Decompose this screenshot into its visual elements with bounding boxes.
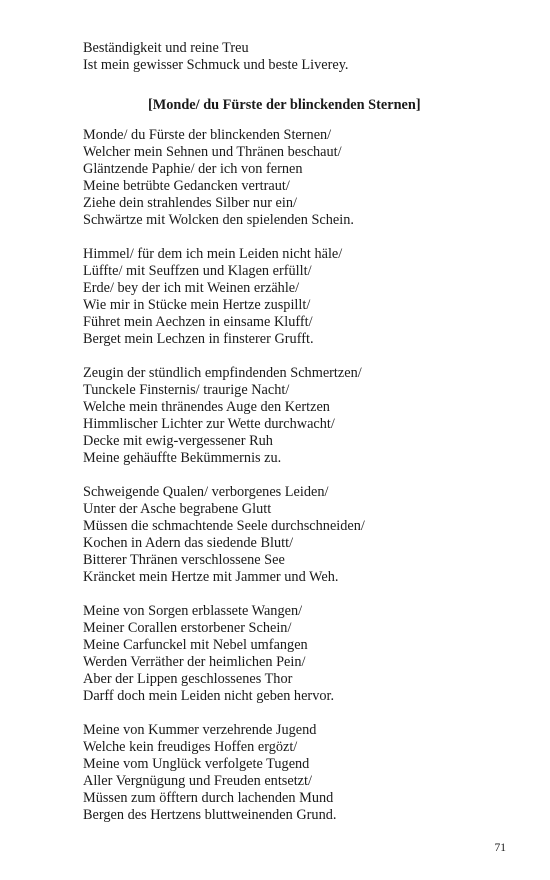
stanza-4 — [83, 484, 365, 586]
verse-line: Müssen die schmachtende Seele durchschneiden/ — [83, 518, 365, 534]
verse-line: Müssen zum öfftern durch lachenden Mund — [83, 790, 334, 806]
verse-line: Werden Verräther der heimlichen Pein/ — [83, 654, 306, 670]
stanza-3 — [83, 365, 365, 467]
stanza-6 — [83, 722, 365, 824]
opening-line-2: Ist mein gewisser Schmuck und beste Liverey. — [83, 57, 349, 73]
verse-line: Bergen des Hertzens bluttweinenden Grund. — [83, 807, 337, 823]
verse-line: Berget mein Lechzen in finsterer Grufft. — [83, 331, 314, 347]
verse-line: Schweigende Qualen/ verborgenes Leiden/ — [83, 484, 329, 500]
verse-line: Meine von Sorgen erblassete Wangen/ — [83, 603, 303, 619]
verse-line: Aber der Lippen geschlossenes Thor — [83, 671, 293, 687]
verse-line: Meine betrübte Gedancken vertraut/ — [83, 178, 290, 194]
verse-line: Meine vom Unglück verfolgete Tugend — [83, 756, 310, 772]
verse-line: Ziehe dein strahlendes Silber nur ein/ — [83, 195, 297, 211]
verse-line: Bitterer Thränen verschlossene See — [83, 552, 285, 568]
poem-title: [Monde/ du Fürste der blinckenden Sternen] — [148, 97, 421, 113]
verse-line: Welche kein freudiges Hoffen ergözt/ — [83, 739, 298, 755]
opening-line-1: Beständigkeit und reine Treu — [83, 40, 249, 56]
verse-line: Zeugin der stündlich empfindenden Schmertzen/ — [83, 365, 362, 381]
poem-body — [83, 127, 365, 841]
verse-line: Decke mit ewig-vergessener Ruh — [83, 433, 273, 449]
verse-line: Gläntzende Paphie/ der ich von fernen — [83, 161, 303, 177]
verse-line: Kochen in Adern das siedende Blutt/ — [83, 535, 294, 551]
stanza-2 — [83, 246, 365, 348]
verse-line: Himmlischer Lichter zur Wette durchwacht/ — [83, 416, 335, 432]
verse-line: Führet mein Aechzen in einsame Klufft/ — [83, 314, 313, 330]
verse-line: Kräncket mein Hertze mit Jammer und Weh. — [83, 569, 339, 585]
page-number: 71 — [494, 842, 506, 854]
verse-line: Himmel/ für dem ich mein Leiden nicht häle/ — [83, 246, 343, 262]
verse-line: Welcher mein Sehnen und Thränen beschaut/ — [83, 144, 342, 160]
verse-line: Monde/ du Fürste der blinckenden Sternen/ — [83, 127, 332, 143]
verse-line: Meine Carfunckel mit Nebel umfangen — [83, 637, 308, 653]
verse-line: Unter der Asche begrabene Glutt — [83, 501, 272, 517]
verse-line: Wie mir in Stücke mein Hertze zuspillt/ — [83, 297, 311, 313]
verse-line: Schwärtze mit Wolcken den spielenden Schein. — [83, 212, 354, 228]
verse-line: Darff doch mein Leiden nicht geben hervor. — [83, 688, 335, 704]
verse-line: Meine gehäuffte Bekümmernis zu. — [83, 450, 282, 466]
verse-line: Aller Vergnügung und Freuden entsetzt/ — [83, 773, 312, 789]
verse-line: Erde/ bey der ich mit Weinen erzähle/ — [83, 280, 300, 296]
page-content — [83, 40, 523, 823]
verse-line: Meine von Kummer verzehrende Jugend — [83, 722, 317, 738]
verse-line: Meiner Corallen erstorbener Schein/ — [83, 620, 292, 636]
opening-stanza — [83, 40, 523, 74]
verse-line: Welche mein thränendes Auge den Kertzen — [83, 399, 330, 415]
verse-line: Lüffte/ mit Seuffzen und Klagen erfüllt/ — [83, 263, 312, 279]
verse-line: Tunckele Finsternis/ traurige Nacht/ — [83, 382, 290, 398]
stanza-5 — [83, 603, 365, 705]
stanza-1 — [83, 127, 365, 229]
